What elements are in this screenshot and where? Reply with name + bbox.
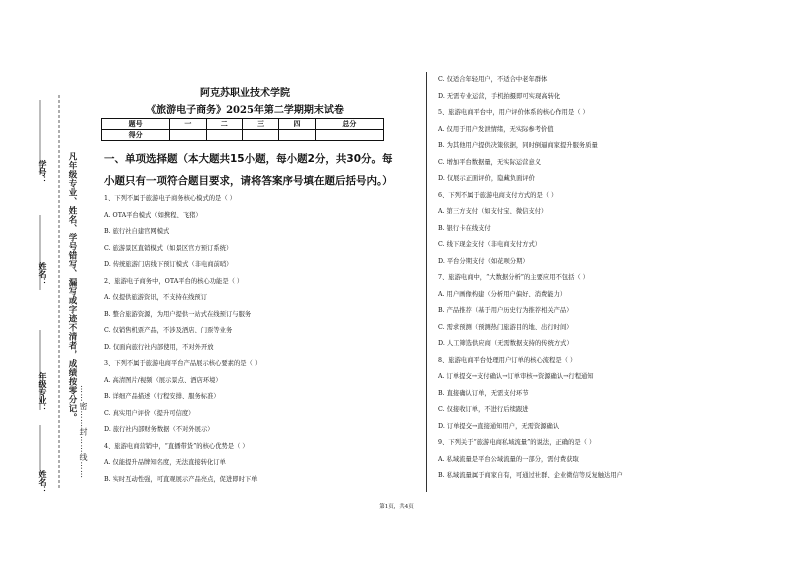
left-question-column bbox=[104, 191, 394, 488]
question-line: 5、旅游电商平台中，用户评价体系的核心作用是（ ） bbox=[438, 109, 589, 116]
question-line: A. OTA平台模式（如携程、飞猪） bbox=[104, 211, 202, 219]
name-label: 姓名： bbox=[38, 262, 48, 286]
exam-title: 《旅游电子商务》2025年第二学期期末试卷 bbox=[146, 105, 344, 116]
question-line: D. 仅展示正面评价，隐藏负面评价 bbox=[438, 175, 535, 182]
question-line: A. 用户画像构建（分析用户偏好、消费能力） bbox=[438, 290, 567, 298]
score-header-cell: 题号 bbox=[102, 119, 170, 130]
question-line: A. 第三方支付（如支付宝、微信支付） bbox=[438, 208, 548, 215]
question-line: D. 仅面向旅行社内部使用，不对外开放 bbox=[104, 343, 214, 351]
question-line: B. 旅行社自建官网模式 bbox=[104, 228, 170, 235]
score-header-cell: 一 bbox=[170, 119, 206, 130]
question-line: A. 仅能提升品牌知名度，无法直接转化订单 bbox=[104, 459, 226, 466]
question-line: C. 线下现金支付（非电商支付方式） bbox=[438, 241, 542, 248]
score-table-score-row bbox=[102, 130, 384, 141]
score-header-cell: 四 bbox=[279, 119, 315, 130]
score-cell[interactable] bbox=[279, 130, 315, 141]
question-line: 7、旅游电商中，“大数据分析”的主要应用不包括（ ） bbox=[438, 274, 589, 281]
score-header-cell: 三 bbox=[242, 119, 278, 130]
question-line: 4、旅游电商营销中，“直播带货”的核心优势是（ ） bbox=[104, 442, 249, 450]
question-line: B. 详细产品描述（行程安排、服务标准） bbox=[104, 393, 220, 400]
question-line: 1、下列不属于旅游电子商务核心模式的是（ ） bbox=[104, 195, 236, 202]
question-line: B. 直接确认订单，无需支付环节 bbox=[438, 389, 529, 397]
question-line: B. 整合旅游资源，为用户提供一站式在线预订与服务 bbox=[104, 310, 252, 318]
question-line: 8、旅游电商平台处理用户订单的核心流程是（ ） bbox=[438, 356, 577, 364]
question-line: B. 私域流量属于商家自有，可通过社群、企业微信等反复触达用户 bbox=[438, 472, 623, 479]
school-label: 姓名： bbox=[38, 470, 48, 494]
question-line: D. 订单提交→直接通知用户，无需资源确认 bbox=[438, 422, 560, 430]
question-line: A. 仅用于用户发泄情绪，无实际参考价值 bbox=[438, 125, 554, 133]
school-name: 阿克苏职业技术学院 bbox=[200, 88, 290, 99]
question-line: A. 私域流量是平台公域流量的一部分，需付费获取 bbox=[438, 455, 579, 463]
score-row-label: 得分 bbox=[102, 130, 170, 141]
score-cell[interactable] bbox=[315, 130, 383, 141]
class-label: 年级专业： bbox=[38, 372, 48, 412]
score-table-header-row bbox=[102, 119, 384, 130]
question-line: 9、下列关于“旅游电商私域流量”的说法，正确的是（ ） bbox=[438, 439, 596, 446]
question-line: C. 仅接收订单，不进行后续跟进 bbox=[438, 406, 529, 413]
right-question-column bbox=[438, 72, 738, 485]
question-line: C. 增加平台数据量，无实际运营意义 bbox=[438, 158, 542, 166]
question-line: B. 为其他用户提供决策依据，同时倒逼商家提升服务质量 bbox=[438, 142, 598, 149]
question-line: A. 仅提供旅游资讯，不支持在线预订 bbox=[104, 294, 208, 301]
score-table bbox=[101, 118, 384, 141]
score-header-cell: 二 bbox=[206, 119, 242, 130]
question-line: 2、旅游电子商务中，OTA平台的核心功能是（ ） bbox=[104, 277, 244, 285]
score-cell[interactable] bbox=[170, 130, 206, 141]
section-title: 一、单项选择题（本大题共15小题，每小题2分，共30分。每小题只有一项符合题目要求，请将答案序号填在题后括号内。） bbox=[104, 153, 393, 187]
score-cell[interactable] bbox=[206, 130, 242, 141]
question-line: B. 实时互动性强，可直观展示产品亮点，促进即时下单 bbox=[104, 475, 258, 483]
score-cell[interactable] bbox=[242, 130, 278, 141]
question-line: D. 平台分期支付（如花呗分期） bbox=[438, 257, 529, 265]
question-line: 6、下列不属于旅游电商支付方式的是（ ） bbox=[438, 191, 558, 199]
question-line: D. 人工筛选供应商（无需数据支持的传统方式） bbox=[438, 340, 573, 347]
question-line: C. 真实用户评价（提升可信度） bbox=[104, 409, 195, 417]
question-line: D. 无需专业运营，手机拍摄即可实现高转化 bbox=[438, 92, 561, 100]
question-line: D. 传统旅游门店线下预订模式（非电商前哨） bbox=[104, 261, 233, 268]
question-line: C. 需求预测（预测热门旅游目的地、出行时间） bbox=[438, 323, 573, 331]
question-line: C. 仅销售机票产品，不涉及酒店、门票等业务 bbox=[104, 327, 233, 334]
question-line: 3、下列不属于旅游电商平台产品展示核心要素的是（ ） bbox=[104, 360, 262, 367]
question-line: A. 高清图片/视频（展示景点、酒店环境） bbox=[104, 376, 222, 384]
question-line: B. 银行卡在线支付 bbox=[438, 224, 491, 232]
score-header-cell: 总分 bbox=[315, 119, 383, 130]
question-line: C. 仅适合年轻用户，不适合中老年群体 bbox=[438, 76, 548, 83]
column-divider bbox=[426, 72, 427, 492]
question-line: D. 旅行社内部财务数据（不对外展示） bbox=[104, 426, 214, 433]
question-line: A. 订单提交→支付确认→订单审核→资源确认→行程通知 bbox=[438, 373, 594, 380]
seal-line-text: ……密……封……线…… bbox=[79, 385, 88, 479]
question-line: B. 产品推荐（基于用户历史行为推荐相关产品） bbox=[438, 307, 573, 314]
margin-notice: 凡年级专业、姓名、学号错写、漏写或字迹不清者，成绩按零分记。 bbox=[67, 152, 77, 422]
question-line: C. 旅游景区直销模式（如景区官方预订系统） bbox=[104, 244, 233, 252]
student-id-label: 学号： bbox=[38, 160, 48, 184]
page-number: 第1页，共4页 bbox=[379, 504, 414, 510]
